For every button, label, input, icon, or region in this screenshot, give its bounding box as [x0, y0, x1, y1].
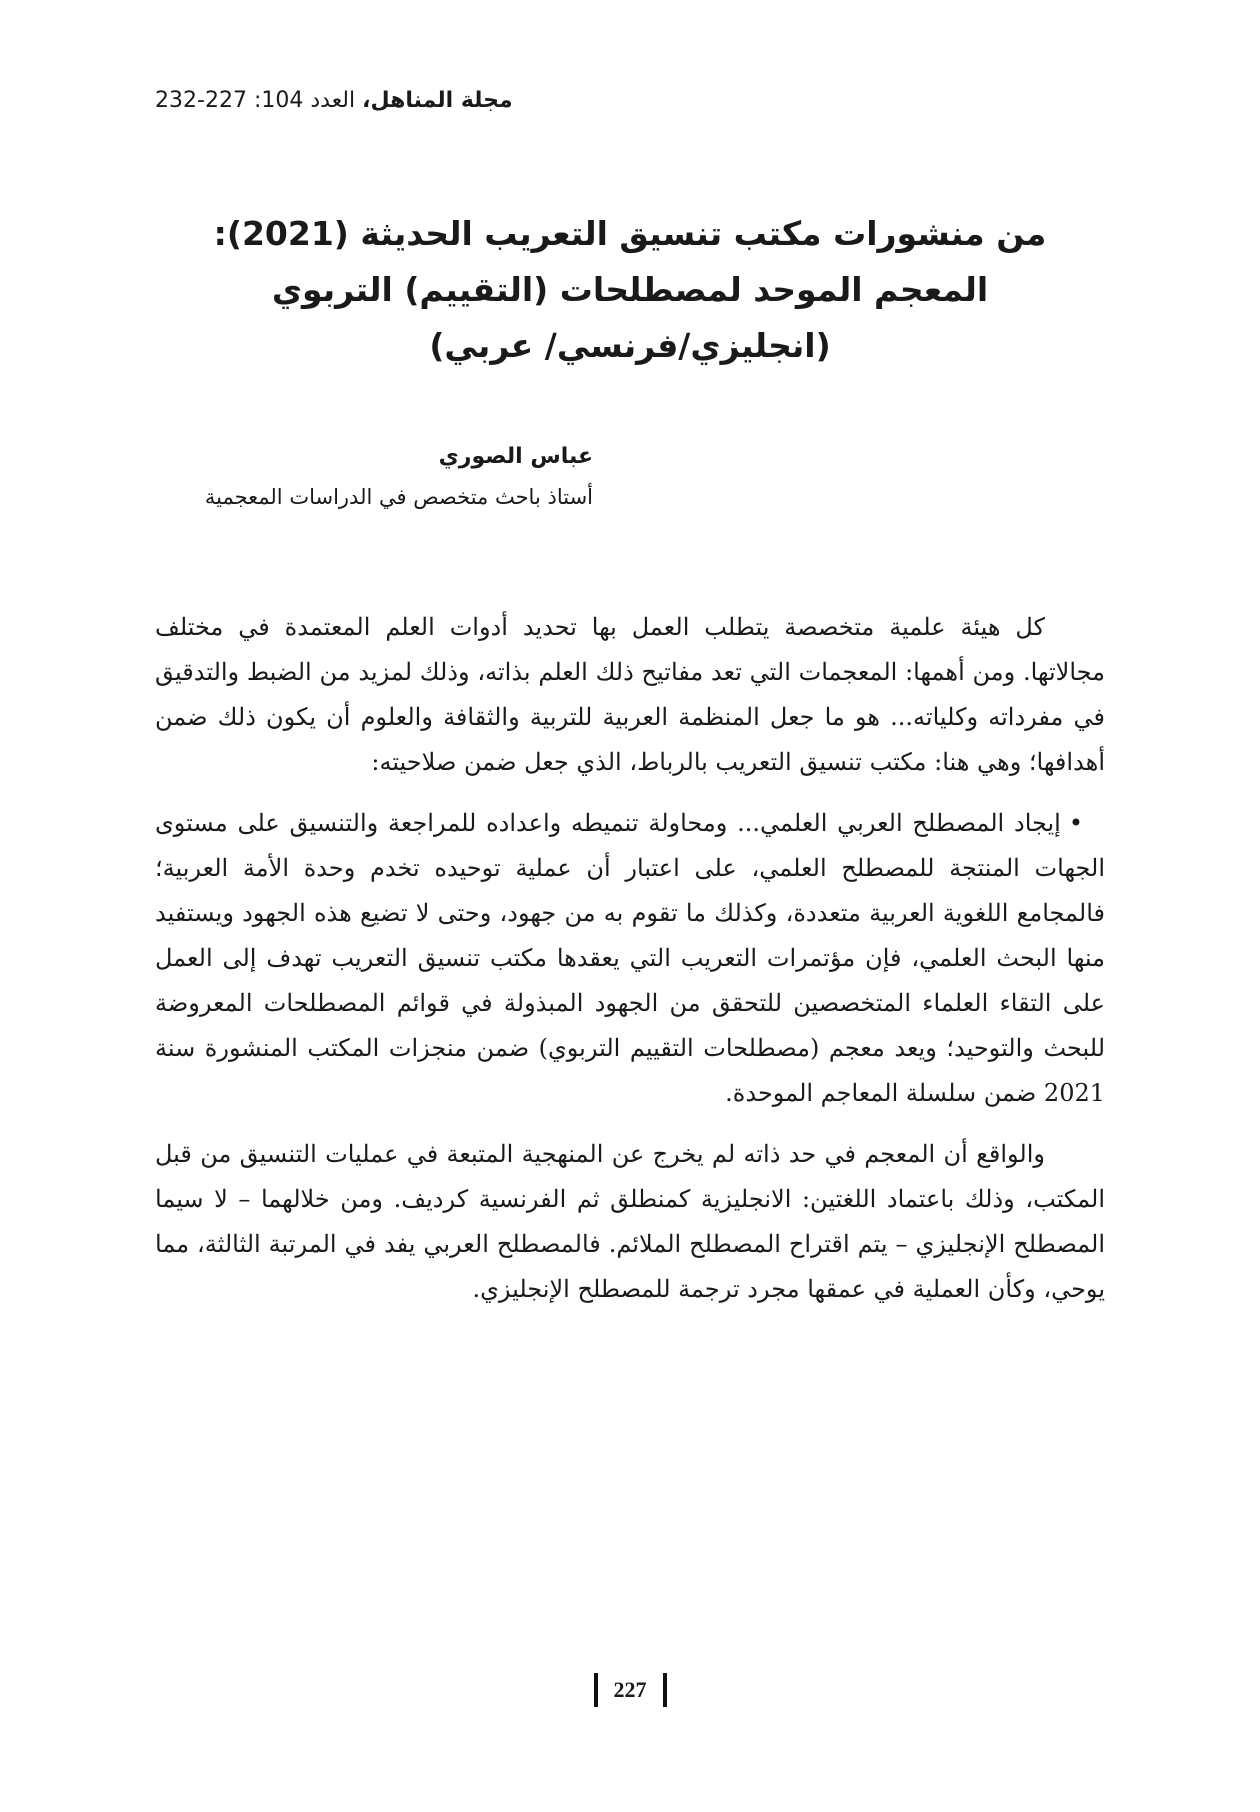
author-name: عباس الصوري [438, 444, 593, 469]
article-title [200, 206, 1060, 374]
body-paragraph: كل هيئة علمية متخصصة يتطلب العمل بها تحديد أدوات العلم المعتمدة في مختلف مجالاتها. ومن أهمها: المعجمات التي تعد مفاتيح ذلك العلم بذاته، وذلك لمزيد من الضبط والتدقيق في مفرداته وكلياته... هو ما جعل المنظمة العربية للتربية والثقافة والعلوم أن يكون ذلك ضمن أهدافها؛ وهي هنا: مكتب تنسيق التعريب بالرباط، الذي جعل ضمن صلاحيته: [155, 613, 1105, 776]
bullet-text: إيجاد المصطلح العربي العلمي... ومحاولة تنميطه واعداده للمراجعة والتنسيق على مستوى الجهات المنتجة للمصطلح العلمي، على اعتبار أن عملية توحيده تخدم وحدة الأمة العربية؛ فالمجامع اللغوية العربية متعددة، وكذلك ما تقوم به من جهود، وحتى لا تضيع هذه الجهود ويستفيد منها البحث العلمي، فإن مؤتمرات التعريب التي يعقدها مكتب تنسيق التعريب تهدف إلى العمل على التقاء العلماء المتخصصين للتحقق من الجهود المبذولة في قوائم المصطلحات المعروضة للبحث والتوحيد؛ ويعد معجم (مصطلحات التقييم التربوي) ضمن منجزات المكتب المنشورة سنة 2021 ضمن سلسلة المعاجم الموحدة. [155, 809, 1105, 1107]
title-line: (انجليزي/فرنسي/ عربي) [429, 326, 831, 365]
body-paragraph: والواقع أن المعجم في حد ذاته لم يخرج عن المنهجية المتبعة في عمليات التنسيق من قبل المكتب، وذلك باعتماد اللغتين: الانجليزية كمنطلق ثم الفرنسية كرديف. ومن خلالهما – لا سيما المصطلح الإنجليزي – يتم اقتراح المصطلح الملائم. فالمصطلح العربي يفد في المرتبة الثالثة، مما يوحي، وكأن العملية في عمقها مجرد ترجمة للمصطلح الإنجليزي. [155, 1140, 1105, 1303]
page-footer [0, 1668, 1260, 1710]
issue-pages: العدد 104: 227-232 [155, 88, 356, 113]
bullet-paragraph [155, 801, 1105, 1116]
article-body [155, 605, 1105, 1328]
title-line: المعجم الموحد لمصطلحات (التقييم) التربوي [271, 270, 989, 309]
divider-bar [594, 1673, 598, 1707]
running-header [155, 86, 515, 116]
title-line: من منشورات مكتب تنسيق التعريب الحديثة (2021): [213, 214, 1047, 253]
divider-bar [663, 1673, 667, 1707]
journal-name: مجلة المناهل، [362, 88, 513, 113]
bullet-icon: • [1068, 809, 1083, 837]
page-number: 227 [613, 1676, 647, 1702]
author-block [133, 440, 593, 514]
author-affiliation: أستاذ باحث متخصص في الدراسات المعجمية [204, 485, 593, 509]
